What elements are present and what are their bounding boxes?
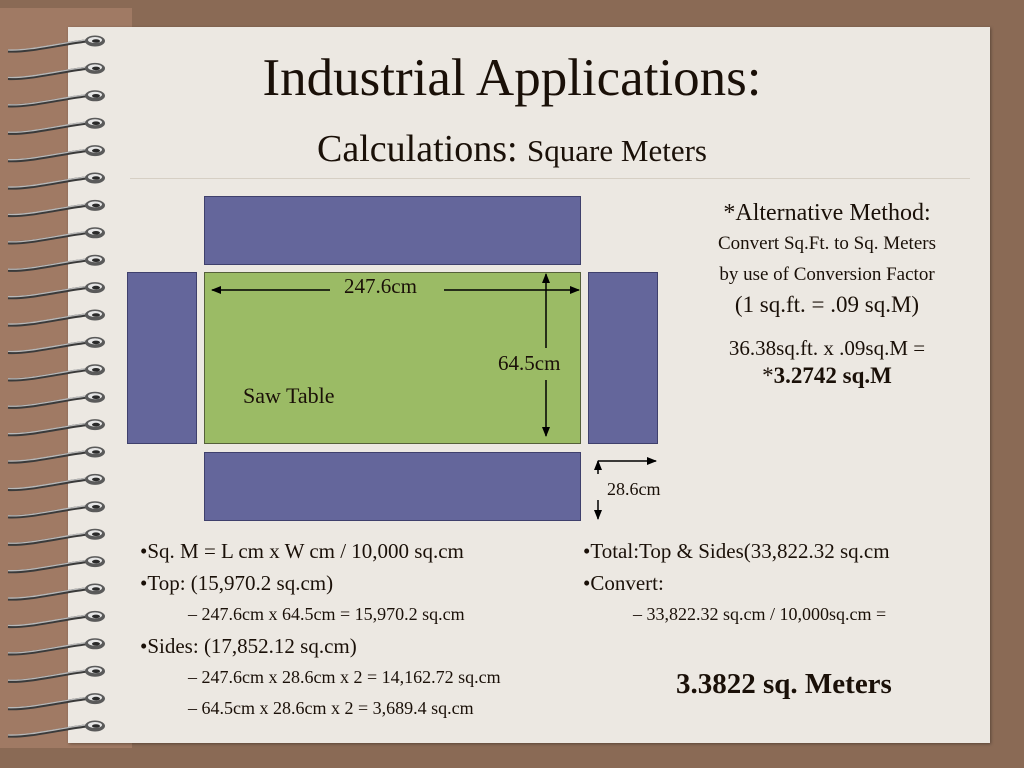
alt-line-1: Convert Sq.Ft. to Sq. Meters — [718, 233, 936, 254]
slide-title: Industrial Applications: — [262, 49, 762, 107]
right-bullet-list — [583, 535, 890, 630]
subtitle-detail: Square Meters — [527, 133, 707, 168]
final-result: 3.3822 sq. Meters — [676, 668, 892, 700]
convert-item: •Convert: — [583, 571, 664, 595]
sides-detail-1: – 247.6cm x 28.6cm x 2 = 14,162.72 sq.cm — [188, 667, 501, 687]
alt-calculation: 36.38sq.ft. x .09sq.M = — [728, 336, 926, 360]
subtitle-main: Calculations: — [317, 128, 518, 170]
top-item: •Top: (15,970.2 sq.cm) — [140, 571, 334, 595]
saw-table-label: Saw Table — [243, 383, 335, 408]
formula-item: •Sq. M = L cm x W cm / 10,000 sq.cm — [140, 539, 464, 563]
left-bullet-list — [140, 535, 501, 724]
width-label: 64.5cm — [494, 351, 564, 376]
convert-detail: – 33,822.32 sq.cm / 10,000sq.cm = — [633, 604, 887, 624]
conversion-factor: (1 sq.ft. = .09 sq.M) — [734, 292, 920, 317]
sides-detail-2: – 64.5cm x 28.6cm x 2 = 3,689.4 sq.cm — [188, 698, 474, 718]
side-width-label: 28.6cm — [607, 479, 661, 499]
alt-result — [672, 362, 982, 390]
length-label: 247.6cm — [340, 274, 421, 299]
top-detail: – 247.6cm x 64.5cm = 15,970.2 sq.cm — [188, 604, 465, 624]
total-item: •Total:Top & Sides(33,822.32 sq.cm — [583, 539, 890, 563]
alt-result-value: 3.2742 sq.M — [773, 363, 892, 388]
alt-line-2: by use of Conversion Factor — [719, 264, 935, 285]
alternative-method — [672, 198, 982, 390]
alt-heading: *Alternative Method: — [723, 200, 931, 226]
sides-item: •Sides: (17,852.12 sq.cm) — [140, 634, 357, 658]
alt-result-prefix: * — [762, 363, 774, 388]
